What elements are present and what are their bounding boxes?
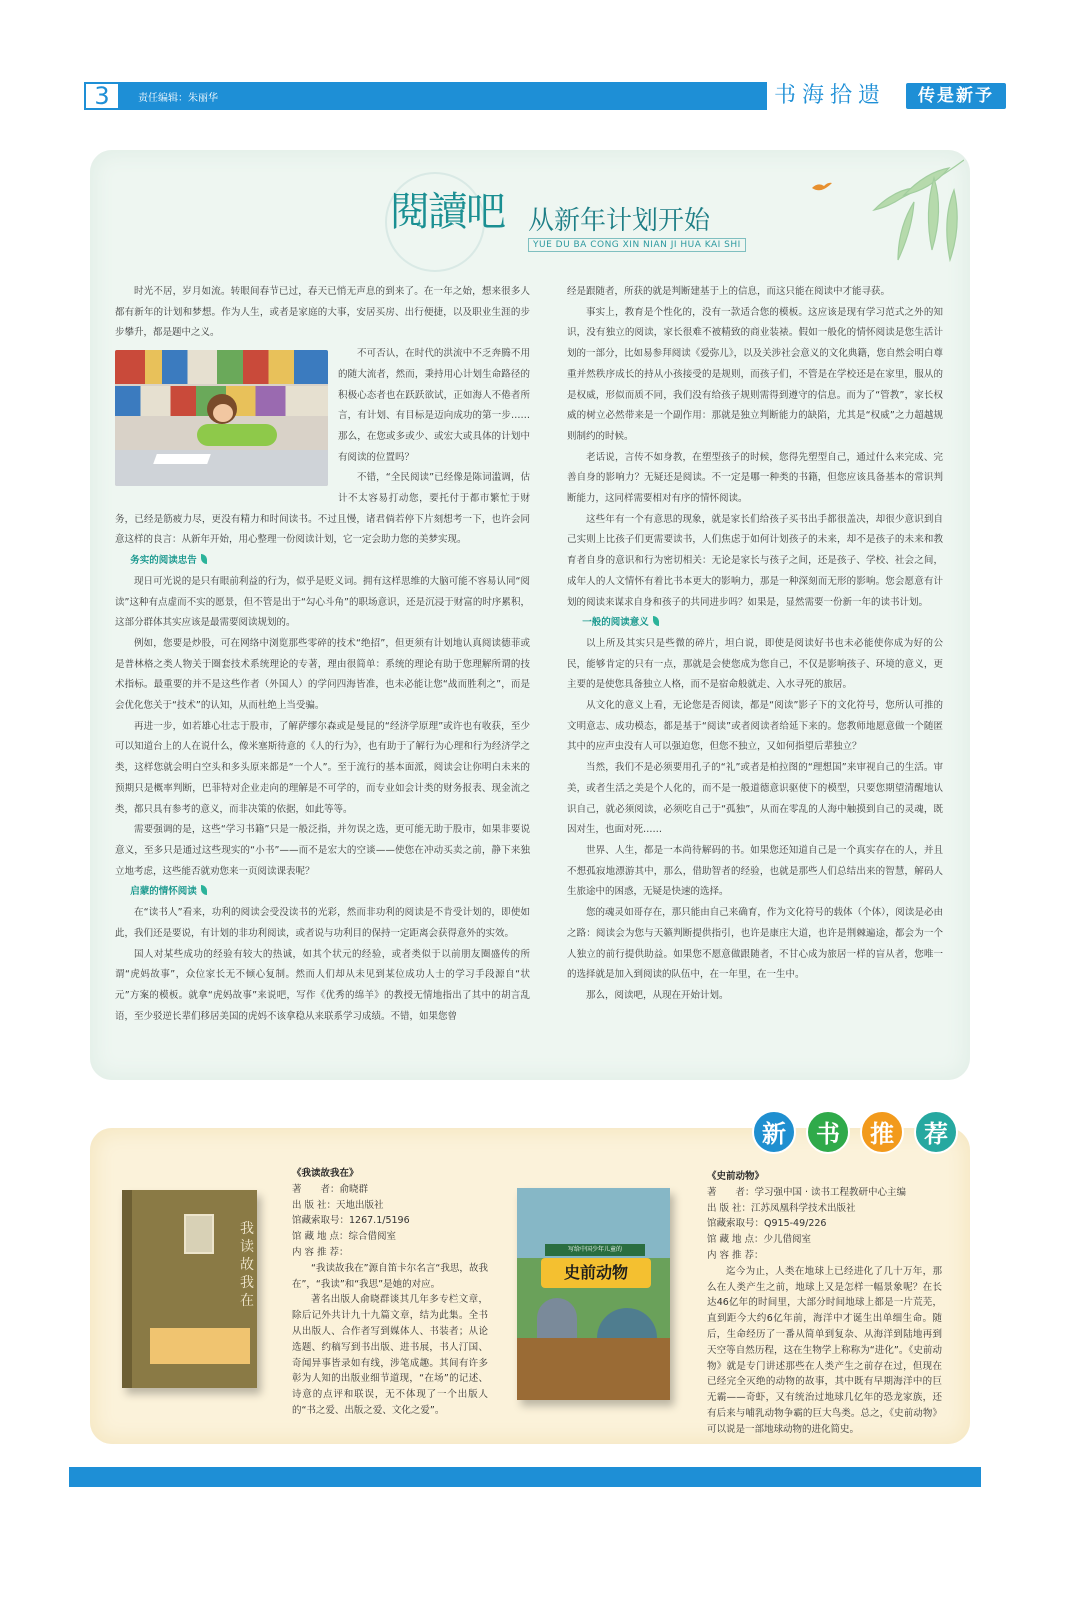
subheading-enlightening-reading: 启蒙的情怀阅读 [115,882,530,903]
article-paragraph: 从文化的意义上看，无论您是否阅读，都是“阅读”影子下的文化符号，您所认可推的文明意志、成功模态，都是基于“阅读”或者阅读者给延下来的。您教师地愿意做一个随匿其中的应声虫没有人可以强迫您，但您不独立，又如何指望后辈独立？ [567,700,943,753]
article-paragraph: 经是跟随者，所获的就是判断建基于上的信息，而这只能在阅读中才能寻获。 [567,286,891,297]
book-meta-line: 内 容 推 荐： [707,1249,764,1261]
editor-credit: 责任编辑：朱丽华 [138,93,218,104]
cover-title: 我读故我在 [240,1221,254,1309]
article-left-column [115,282,530,1027]
badge-tui: 推 [860,1110,904,1154]
badge-xin: 新 [752,1110,796,1154]
article-paragraph: 世界、人生，都是一本尚待解码的书。如果您还知道自己是一个真实存在的人，并且不想孤寂地漂游其中，那么，借助智者的经验，也就是那些人们总结出来的智慧，解码人生旅途中的困惑，无疑是快速的选择。 [567,844,943,898]
article-paragraph: 现日可光说的是只有眼前利益的行为，似乎是贬义词。拥有这样思维的大脑可能不容易认同“阅读”这种有点虚而不实的愿景，但不管是出于“勾心斗角”的职场意识，还是沉浸于财富的时序累积，这部分群体其实应该是最需要阅读规划的。 [115,575,530,629]
book-description: “我读故我在”源自笛卡尔名言“我思，故我在”，“我读”和“我思”是她的对应。 [292,1262,488,1290]
book-meta-line: 著 者：俞晓群 [292,1183,369,1195]
cover-illustration [184,1214,214,1254]
article-paragraph: 当然，我们不是必须要用孔子的“礼”或者是柏拉图的“理想国”来审视自己的生活。审美，或者生活之美是个人化的，而不是一般道德意识驱使下的模型，只要您期望清醒地认识自己，就必须阅读，必须吃自己于“孤独”，从而在零乱的人海中触摸到自己的灵魂，既因对生，也面对死…… [567,762,943,836]
book-cover-wo-du-gu-wo-zai [122,1190,257,1388]
column-slogan: 传是新予 [906,83,1006,109]
bamboo-leaves-icon [814,150,964,270]
article-paragraph: 不错，“全民阅读”已经像是陈词滥调，估计不太容易打动您，要托付于都市繁忙于财务，已经是筋疲力尽，更没有精力和时间读书。不过且慢，诸君倘若停下片刻想考一下，也许会同意这样的良言：从新年开始，用心整理一份阅读计划，它一定会助力您的美梦实现。 [115,472,530,546]
book-name: 《史前动物》 [707,1171,765,1182]
book-meta-line: 出 版 社：江苏凤凰科学技术出版社 [707,1202,856,1214]
book-meta-line: 馆藏索取号：1267.1/5196 [292,1215,410,1227]
cover-title: 史前动物 [541,1258,651,1288]
badge-shu: 书 [806,1110,850,1154]
book-meta-line: 出 版 社：天地出版社 [292,1199,384,1211]
book1-info [292,1166,488,1419]
article-paragraph: 事实上，教育是个性化的，没有一款适合您的模板。这应该是现有学习范式之外的知识，没有独立的阅读，家长很难不被精致的商业装裱。假如一般化的情怀阅读是您生活计划的一部分，比如易参拜阅读《爱弥儿》，以及关涉社会意义的文化典籍，您自然会明白尊重并然秩序成长的持从小孩接受的是规则，而孩子们，不管是在学校还是在家里，服从的是权威，形似而质不同，我们没有给孩子规则需得到遵守的信息。而为了“管教”，家长权威的树立必然带来是一个副作用：那就是独立判断能力的缺陷，尤其是“权威”之力超越规则制约的时候。 [567,306,943,442]
book-name: 《我读故我在》 [292,1168,359,1179]
article-paragraph: 那么，阅读吧，从现在开始计划。 [586,989,729,1001]
book-meta-line: 内 容 推 荐： [292,1246,349,1258]
leaf-icon [653,616,659,626]
article-paragraph: 例如，您要是炒股，可在网络中浏览那些零碎的技术“绝招”，但更须有计划地认真阅读德菲或是普林格之类人物关于圈套技术系统理论的专著，理由很简单：系统的理论有助于您理解所谓的技术指标。最重要的并不是这些作者（外国人）的学问四海皆准，也未必能让您“战而胜利之”，而是会优化您关于“技术”的认知，从而杜绝上当受骗。 [115,637,530,712]
article-paragraph: 再进一步，如若雄心壮志于股市，了解萨缪尔森或是曼昆的“经济学原理”或许也有收获，至少可以知道台上的人在说什么，像米塞斯待意的《人的行为》，也有助于了解行为心理和行为经济学之类，这样您就会明白空头和多头原来都是“一个人”。至于流行的基本面派，阅读会让你明白未来的预期只是概率判断，巴菲特对企业走向的理解是不可学的，而专业如会计类的财务报表、现金流之类，都只具有参考的意义，而非决策的依据，如此等等。 [115,720,530,815]
book-cover-shi-qian-dong-wu [517,1188,670,1400]
article-paragraph: 您的魂灵如哥存在，那只能由自己来确育，作为文化符号的载体（个体），阅读是必由之路：阅读会为您与天籁判断提供指引，也许是康庄大道，也许是荆棘遍途，都会为一个人独立的前行提供助益。如果您不愿意做跟随者，不甘心成为旅居一样的盲从者，您唯一的选择就是加入到阅读的队伍中，在一年里，在一生中。 [567,907,943,981]
book2-info [707,1169,942,1438]
article-paragraph: 老话说，言传不如身教，在塑型孩子的时候，您得先塑型自己，通过什么来完成、完善自身的影响力？无疑还是阅读。不一定是哪一种类的书籍，但您应该具备基本的常识判断能力，这同样需要相对有序的情怀阅读。 [567,451,943,505]
new-books-badges [752,1110,962,1156]
badge-jian: 荐 [914,1110,958,1154]
book-meta-line: 馆藏索取号：Q915-49/226 [707,1218,827,1230]
subheading-general-meaning: 一般的阅读意义 [567,613,943,634]
article-paragraph: 国人对某些成功的经验有较大的热诚，如其个状元的经验，或者类似于以前朋友圈盛传的所谓“虎妈故事”，众位家长无不倾心复制。然而人们却从未见到某位成功人士的学习手段源自“状元”方案的模板。就拿“虎妈故事”来说吧，写作《优秀的绵羊》的教授无情地指出了其中的胡言乱语，至少驳逆长辈们移居美国的虎妈不该拿稳从来联系学习成绩。不错，如果您曾 [115,948,530,1022]
article-paragraph: 需要强调的是，这些“学习书籍”只是一般泛指，并勿误之选，更可能无助于股市，如果非要说意义，至多只是通过这些现实的“小书”——而不是宏大的空谈——使您在冲动买卖之前，静下来独立地考虑，这些能否就劝您来一页阅读课表呢？ [115,824,530,877]
book-meta-line: 馆 藏 地 点：少儿借阅室 [707,1234,812,1246]
leaf-icon [201,885,207,895]
article-title-pinyin: YUE DU BA CONG XIN NIAN JI HUA KAI SHI [528,238,746,252]
article-paragraph: 不可否认，在时代的洪流中不乏奔腾不用的随大流者，然而，秉持用心计划生命路径的积极心态者也在跃跃欲试，正如海人不倦者所言，有计划、有目标是迈向成功的第一步……那么，在您或多或少、或宏大或具体的计划中有阅读的位置吗？ [338,348,530,463]
article-right-column [567,282,943,1007]
cover-band [150,1328,250,1364]
page-number: 3 [84,82,120,110]
column-logo: 閱讀吧 [390,189,504,235]
book-description: 著名出版人俞晓群谈其几年多专栏文章，除后记外共计九十九篇文章，结为此集。全书从出版人、合作者写到媒体人、书装者；从论选题、约稿写到书出版、进书展，书人汀国、奇闻异事皆录如有线，涉笔成趣。其间有许多彰为人知的出版业细节道现，“在场”的记述、诗意的点评和联误，无不体现了一个出版人的“书之爱、出版之爱、文化之爱”。 [292,1294,488,1416]
section-name: 书海拾遗 [774,83,887,108]
cover-series: 写给中国少年儿童的 [545,1244,645,1256]
article-paragraph: 在“读书人”看来，功利的阅读会受没读书的光彩，然而非功利的阅读是不肯受计划的，即使如此，我们还是要说，有计划的非功利阅读，或者说与功利目的保持一定距离会获得意外的实效。 [115,907,530,939]
leaf-icon [201,554,207,564]
article-title-block [390,180,750,270]
article-paragraph: 以上所及其实只是些微的碎片，坦白说，即使是阅读好书也未必能使你成为好的公民，能够肯定的只有一点，那就是会使您成为您自己，不仅是影响孩子、环境的意义，更主要的是使您具备独立人格，而不是宿命般就走、入水寻死的旅居。 [567,637,943,691]
reading-girl-photo [115,350,328,486]
subheading-practical-reading: 务实的阅读忠告 [115,551,530,572]
article-title: 从新年计划开始 [528,206,711,236]
article-paragraph: 时光不居，岁月如流。转眼间春节已过，春天已悄无声息的到来了。在一年之始，想来很多人都有新年的计划和梦想。作为人生，或者是家庭的大事，安居买房、出行便捷，以及职业生涯的步步攀升，都是题中之义。 [115,286,530,339]
footer-bar [69,1467,981,1487]
book-meta-line: 馆 藏 地 点：综合借阅室 [292,1231,397,1243]
page-header [84,82,1004,110]
bird-icon [810,180,834,194]
book-meta-line: 著 者：学习强中国 · 读书工程教研中心主编 [707,1186,907,1198]
article-paragraph: 这些年有一个有意思的现象，就是家长们给孩子买书出手都很盖决，却很少意识到自己实则上比孩子们更需要读书，人们焦虑于如何计划孩子的未来，却不是孩子的未来和教育者自身的意识和行为密切相关：无论是家长与孩子之间，还是孩子、学校、社会之间，成年人的人文情怀有着比书本更大的影响力，那是一种深刻而无形的影响。您会愿意有计划的阅读来谋求自身和孩子的共同进步吗？如果是，显然需要一份新一年的读书计划。 [567,513,943,608]
book-description: 迄今为止，人类在地球上已经进化了几十万年，那么在人类产生之前，地球上又是怎样一幅景象呢？在长达46亿年的时间里，大部分时间地球上都是一片荒芜，直到距今大约6亿年前，海洋中才诞生出单细生命。随后，生命经历了一番从简单到复杂、从海洋到陆地再到天空等自然历程，这在生物学上称称为“进化”。《史前动物》就是专门讲述那些在人类产生之前存在过，但现在已经完全灭绝的动物的故事，其中既有早期海洋中的巨无霸——奇虾，又有统治过地球几亿年的恐龙家族，还有后来与哺乳动物争霸的巨大鸟类。总之，《史前动物》可以说是一部地球动物的进化简史。 [707,1265,942,1435]
